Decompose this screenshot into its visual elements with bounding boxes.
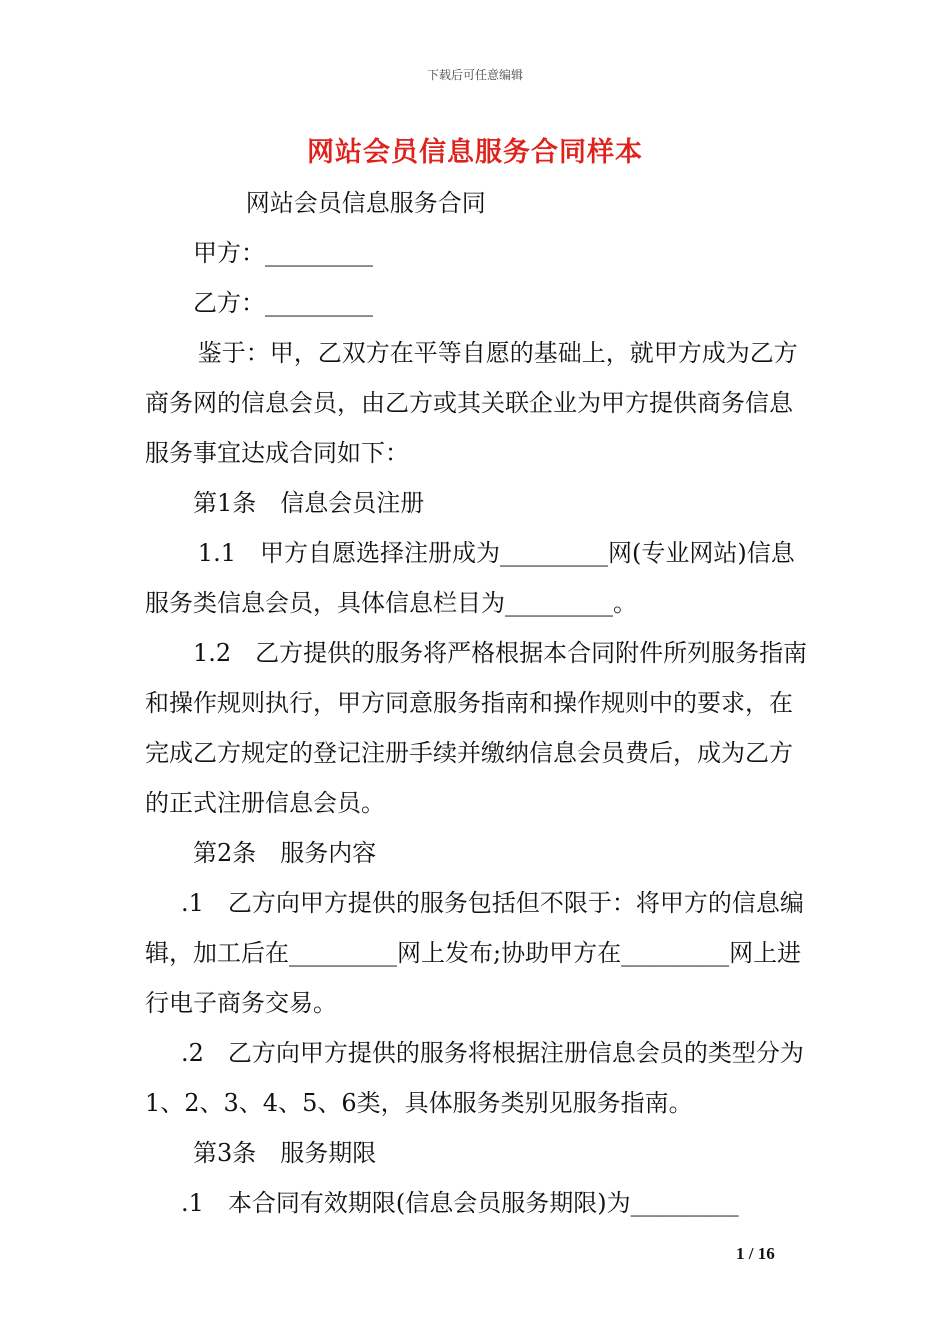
page-number: 1 / 16 bbox=[736, 1244, 775, 1263]
article-3-heading: 第3条 服务期限 bbox=[193, 1139, 377, 1167]
preamble-paragraph: 鉴于：甲，乙双方在平等自愿的基础上，就甲方成为乙方商务网的信息会员，由乙方或其关联企业为甲方提供商务信息服务事宜达成合同如下： bbox=[145, 339, 798, 467]
party-b-line: 乙方：_________ bbox=[193, 289, 373, 317]
document-body bbox=[145, 178, 810, 1228]
clause-2-1: .1 乙方向甲方提供的服务包括但不限于：将甲方的信息编辑，加工后在_________网上发布;协助甲方在_________网上进行电子商务交易。 bbox=[145, 889, 804, 1017]
clause-1-2: 1.2 乙方提供的服务将严格根据本合同附件所列服务指南和操作规则执行，甲方同意服务指南和操作规则中的要求，在完成乙方规定的登记注册手续并缴纳信息会员费后，成为乙方的正式注册信息会员。 bbox=[145, 639, 808, 817]
article-2-heading: 第2条 服务内容 bbox=[193, 839, 377, 867]
clause-2-2: .2 乙方向甲方提供的服务将根据注册信息会员的类型分为1、2、3、4、5、6类，具体服务类别见服务指南。 bbox=[145, 1039, 804, 1117]
header-note: 下载后可任意编辑 bbox=[426, 68, 523, 82]
document-title: 网站会员信息服务合同样本 bbox=[307, 137, 643, 168]
contract-subtitle: 网站会员信息服务合同 bbox=[245, 189, 486, 217]
clause-1-1: 1.1 甲方自愿选择注册成为_________网(专业网站)信息服务类信息会员，具体信息栏目为_________。 bbox=[145, 539, 795, 617]
article-1-heading: 第1条 信息会员注册 bbox=[193, 489, 425, 517]
clause-3-1: .1 本合同有效期限(信息会员服务期限)为_________ bbox=[181, 1189, 739, 1217]
party-a-line: 甲方：_________ bbox=[193, 239, 373, 267]
